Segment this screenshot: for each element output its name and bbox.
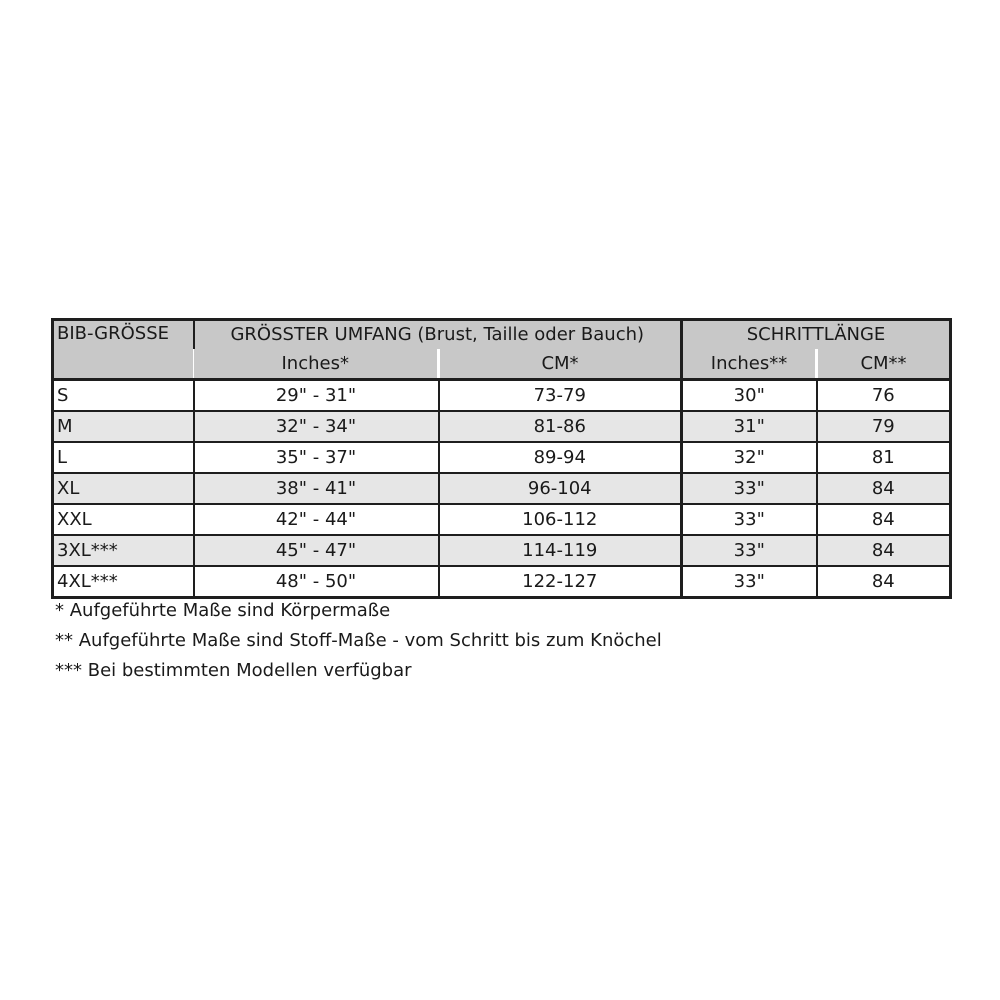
footnotes: [55, 596, 955, 686]
size-cell: XL: [53, 473, 194, 504]
schritt-inches-cell: 31": [682, 411, 817, 442]
size-cell: M: [53, 411, 194, 442]
umfang-cm-cell: 122-127: [439, 566, 682, 598]
column-header-schritt-cm: CM**: [817, 349, 951, 380]
umfang-cm-cell: 114-119: [439, 535, 682, 566]
table-row: [53, 380, 951, 412]
schritt-cm-cell: 84: [817, 566, 951, 598]
schritt-inches-cell: 33": [682, 566, 817, 598]
umfang-cm-cell: 96-104: [439, 473, 682, 504]
umfang-cm-cell: 81-86: [439, 411, 682, 442]
umfang-cm-cell: 106-112: [439, 504, 682, 535]
column-header-umfang-inches: Inches*: [194, 349, 439, 380]
schritt-inches-cell: 32": [682, 442, 817, 473]
size-cell: 4XL***: [53, 566, 194, 598]
footnote: * Aufgeführte Maße sind Körpermaße: [55, 600, 391, 621]
column-header-size: BIB-GRÖSSE: [53, 320, 194, 380]
table-row: [53, 473, 951, 504]
column-group-umfang: GRÖSSTER UMFANG (Brust, Taille oder Bauch): [194, 320, 682, 350]
size-cell: XXL: [53, 504, 194, 535]
table-row: [53, 504, 951, 535]
schritt-inches-cell: 30": [682, 380, 817, 412]
schritt-cm-cell: 79: [817, 411, 951, 442]
column-group-schrittlaenge: SCHRITTLÄNGE: [682, 320, 951, 350]
column-header-schritt-inches: Inches**: [682, 349, 817, 380]
size-cell: 3XL***: [53, 535, 194, 566]
umfang-inches-cell: 45" - 47": [194, 535, 439, 566]
table-header-row: [53, 320, 951, 350]
umfang-cm-cell: 89-94: [439, 442, 682, 473]
size-chart-table: [51, 318, 952, 599]
umfang-inches-cell: 42" - 44": [194, 504, 439, 535]
umfang-cm-cell: 73-79: [439, 380, 682, 412]
schritt-inches-cell: 33": [682, 535, 817, 566]
umfang-inches-cell: 38" - 41": [194, 473, 439, 504]
umfang-inches-cell: 29" - 31": [194, 380, 439, 412]
column-header-umfang-cm: CM*: [439, 349, 682, 380]
umfang-inches-cell: 32" - 34": [194, 411, 439, 442]
schritt-cm-cell: 84: [817, 473, 951, 504]
schritt-cm-cell: 84: [817, 535, 951, 566]
schritt-cm-cell: 84: [817, 504, 951, 535]
umfang-inches-cell: 48" - 50": [194, 566, 439, 598]
table-row: [53, 411, 951, 442]
schritt-cm-cell: 81: [817, 442, 951, 473]
size-cell: S: [53, 380, 194, 412]
schritt-inches-cell: 33": [682, 473, 817, 504]
size-cell: L: [53, 442, 194, 473]
footnote: *** Bei bestimmten Modellen verfügbar: [55, 660, 412, 681]
table-row: [53, 535, 951, 566]
schritt-inches-cell: 33": [682, 504, 817, 535]
footnote: ** Aufgeführte Maße sind Stoff-Maße - vom Schritt bis zum Knöchel: [55, 630, 662, 651]
umfang-inches-cell: 35" - 37": [194, 442, 439, 473]
schritt-cm-cell: 76: [817, 380, 951, 412]
table-body: [53, 380, 951, 598]
table-row: [53, 566, 951, 598]
table-row: [53, 442, 951, 473]
